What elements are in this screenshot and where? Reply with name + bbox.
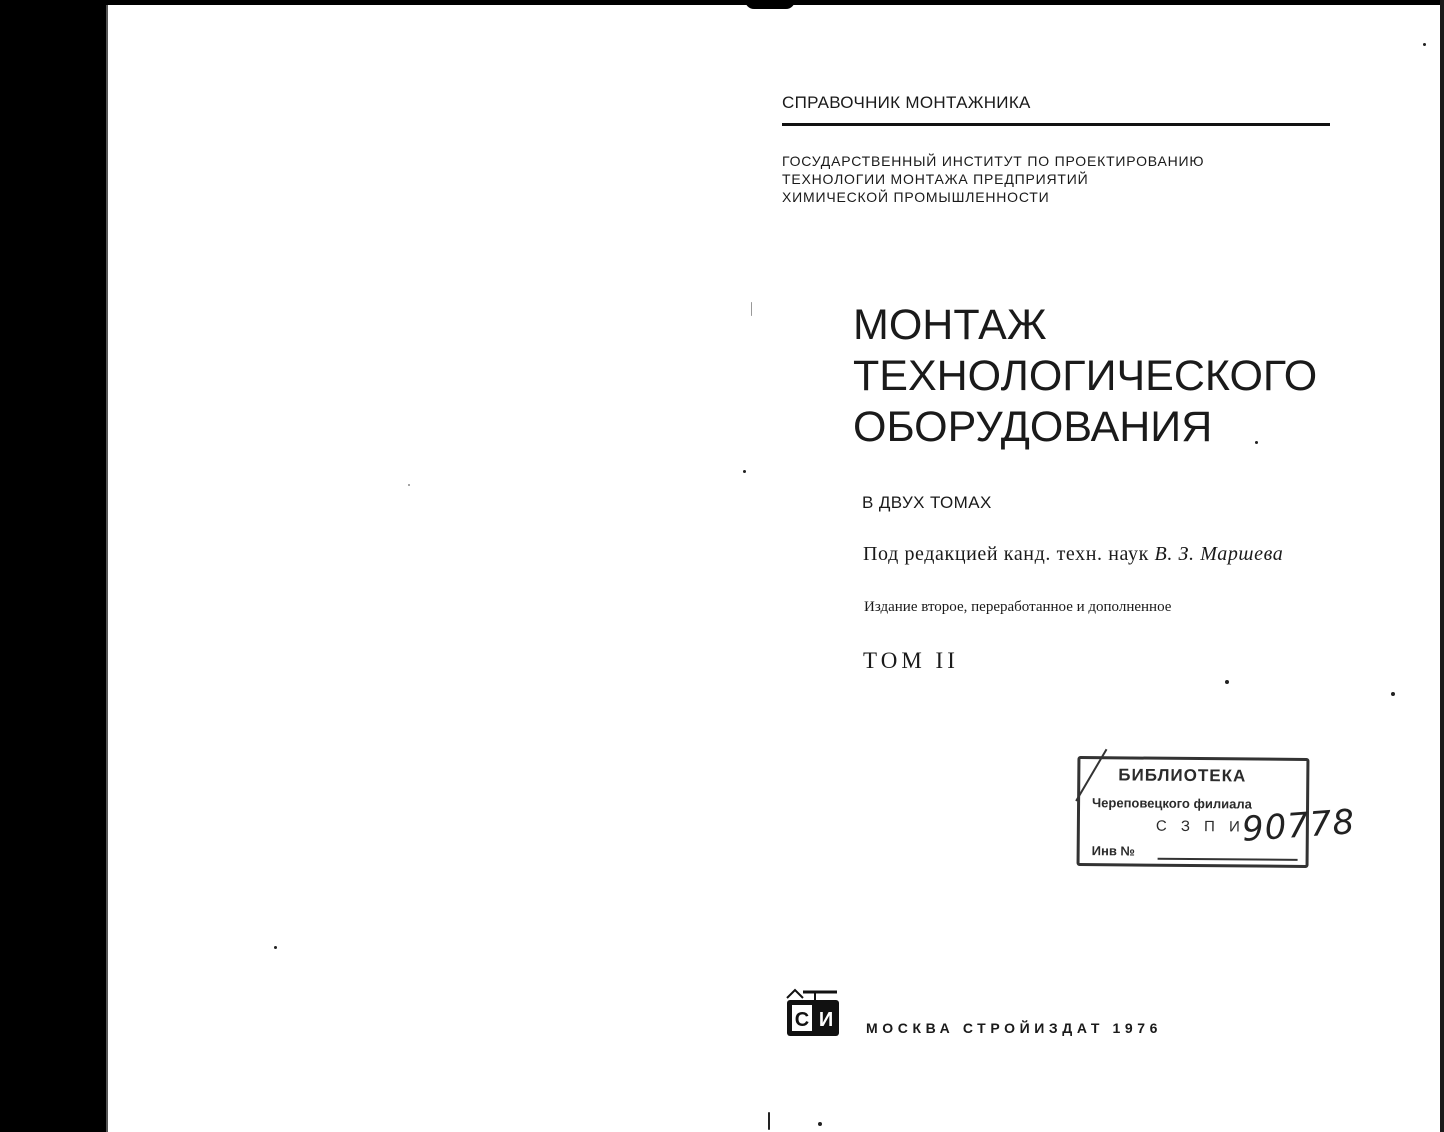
logo-letter: С [794,1009,810,1031]
stamp-institute-label: С З П И [1155,817,1245,836]
institute-line: ТЕХНОЛОГИИ МОНТАЖА ПРЕДПРИЯТИЙ [782,171,1089,187]
scan-speck [743,470,746,473]
stamp-branch-label: Череповецкого филиала [1092,795,1252,812]
scan-speck [274,946,277,949]
volume-number: ТОМ II [863,648,959,673]
publisher-imprint: МОСКВА СТРОЙИЗДАТ 1976 [866,1020,1163,1036]
institute-line: ХИМИЧЕСКОЙ ПРОМЫШЛЕННОСТИ [782,189,1050,205]
scan-speck [1225,680,1229,684]
scan-speck [751,302,752,316]
scan-speck [818,1122,822,1126]
stamp-check-mark [1075,749,1107,802]
institute-line: ГОСУДАРСТВЕННЫЙ ИНСТИТУТ ПО ПРОЕКТИРОВАНИЮ [782,153,1205,169]
edition-note: Издание второе, переработанное и дополненное [864,599,1172,615]
editor-prefix: Под редакцией канд. техн. наук [863,543,1155,565]
stamp-library-label: БИБЛИОТЕКА [1118,765,1247,786]
series-divider [782,123,1330,126]
stamp-inventory-line [1158,858,1298,861]
scan-speck [1391,692,1395,696]
book-spine-shadow [0,0,106,1132]
institute-name [782,152,1204,206]
scan-speck [408,484,410,486]
book-title-line: ТЕХНОЛОГИЧЕСКОГО [853,352,1318,400]
series-title: СПРАВОЧНИК МОНТАЖНИКА [782,93,1031,112]
book-title [853,300,1317,453]
spine-edge-shadow [106,0,108,1132]
book-title-line: МОНТАЖ [853,301,1047,349]
scan-speck [768,1112,770,1130]
handwritten-inventory-number: 90778 [1240,802,1357,850]
stamp-inventory-label: Инв № [1091,843,1136,859]
right-edge-shadow [1440,0,1444,1132]
editor-name: В. З. Маршева [1154,543,1284,565]
book-title-line: ОБОРУДОВАНИЯ [853,403,1213,451]
editor-credit [863,543,1283,566]
scan-speck [1423,43,1426,46]
logo-letter: И [818,1009,834,1031]
volumes-note: В ДВУХ ТОМАХ [862,493,992,512]
top-edge-notch [745,0,795,9]
publisher-logo-icon [785,986,841,1038]
